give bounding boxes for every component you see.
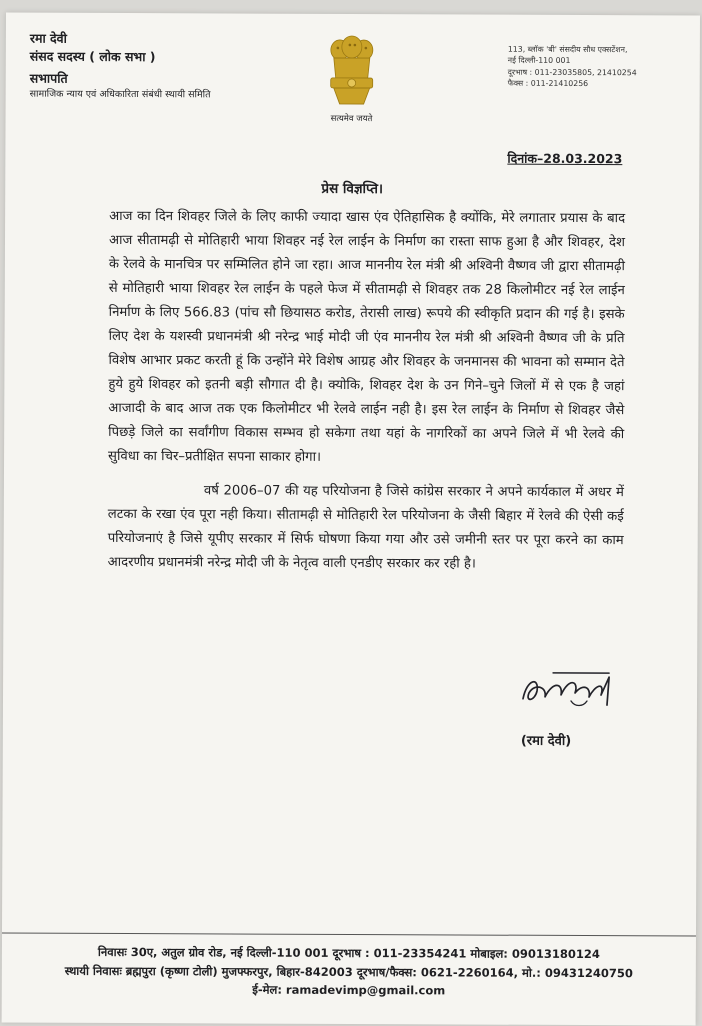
letter-page bbox=[2, 12, 700, 1025]
signature-scribble-icon bbox=[513, 657, 633, 718]
footer-divider bbox=[2, 932, 696, 936]
ashoka-emblem-icon bbox=[324, 34, 380, 108]
press-release-title: प्रेस विज्ञप्ति। bbox=[321, 180, 384, 198]
office-phone: दूरभाष : 011-23035805, 21410254 bbox=[507, 67, 637, 77]
letterhead-sender bbox=[30, 30, 211, 103]
national-emblem bbox=[314, 34, 390, 124]
handwritten-signature bbox=[513, 657, 633, 722]
office-fax: फैक्स : 011-21410256 bbox=[507, 78, 589, 88]
body-paragraph-2: वर्ष 2006–07 की यह परियोजना है जिसे कांग्रेस सरकार ने अपने कार्यकाल में अधर में लटका के रखा एंव पूरा नही किया। सीतामढ़ी से मोतिहारी रेल परियोजना के जैसी बिहार में रेलवे की ऐसी कई परियोजनाएं है जिसे यूपीए सरकार में सिर्फ घोषणा किया गया और उसे जमीनी स्तर पर पूरा करने का काम आदरणीय प्रधानमंत्री नरेन्द्र मोदी जी के नेतृत्व वाली एनडीए सरकार कर रही है। bbox=[107, 483, 624, 572]
address-line-1: 113, ब्लॉक 'बी' संसदीय सौध एक्सटेंशन, bbox=[507, 44, 628, 55]
letterhead-office-address bbox=[508, 44, 637, 90]
letter-body bbox=[108, 205, 626, 577]
permanent-address: स्थायी निवासः ब्रह्मपुरा (कृष्णा टोली) मुजफ्फरपुर, बिहार-842003 दूरभाष/फैक्स: 0621-2260164, मो.: 09431240750 bbox=[64, 963, 633, 980]
letter-footer bbox=[2, 942, 696, 1001]
emblem-motto: सत्यमेव जयते bbox=[330, 113, 373, 125]
email-address: ई-मेल: ramadevimp@gmail.com bbox=[252, 982, 446, 998]
sender-role: संसद सदस्य ( लोक सभा ) bbox=[29, 48, 156, 65]
committee-name: सामाजिक न्याय एवं अधिकारिता संबंधी स्थायी समिति bbox=[29, 88, 211, 101]
letter-date: दिनांक–28.03.2023 bbox=[507, 150, 623, 167]
sender-chair-title: सभापति bbox=[29, 70, 68, 87]
residence-address: निवासः 30ए, अतुल ग्रोव रोड, नई दिल्ली-110 001 दूरभाष : 011-23354241 मोबाइल: 09013180124 bbox=[97, 944, 600, 962]
body-paragraph-1: आज का दिन शिवहर जिले के लिए काफी ज्यादा खास एंव ऐतिहासिक है क्योंकि, मेरे लगातार प्रयास के बाद आज सीतामढ़ी से मोतिहारी भाया शिवहर नई रेल लाईन के निर्माण का रास्ता साफ हुआ है और शिवहर, देश के रेलवे के मानचित्र पर सम्मिलित होने जा रहा। आज माननीय रेल मंत्री श्री अश्विनी वैष्णव जी द्वारा सीतामढ़ी से मोतिहारी भाया शिवहर रेल लाईन के पहले फेज में सीतामढ़ी से शिवहर तक 28 किलोमीटर नई रेल लाईन निर्माण के लिए 566.83 (पांच सौ छियासठ करोड, तेरासी लाख) रूपये की स्वीकृति प्रदान की गई है। इसके लिए देश के यशस्वी प्रधानमंत्री श्री नरेन्द्र भाई मोदी जी एंव माननीय रेल मंत्री श्री अश्विनी वैष्णव जी के प्रति विशेष आभार प्रकट करती हूं कि उन्होंने मेरे विशेष आग्रह और शिवहर के जनमानस की भावना को सम्मान देते हुये हुये शिवहर को इतनी बड़ी सौगात दी है। क्योकि, शिवहर देश के उन गिने–चुने जिलों में से एक है जहां आजादी के बाद आज तक एक किलोमीटर भी रेलवे लाईन नही है। इस रेल लाईन के निर्माण से शिवहर जैसे पिछड़े जिले का सर्वांगीण विकास सम्भव हो सकेगा तथा यहां के नागरिकों का अपने जिले में भी रेलवे की सुविधा का चिर–प्रतीक्षित सपना साकार होगा। bbox=[108, 208, 626, 466]
signatory-name: (रमा देवी) bbox=[520, 733, 572, 749]
address-line-2: नई दिल्ली-110 001 bbox=[507, 55, 571, 66]
sender-name: रमा देवी bbox=[29, 30, 67, 46]
